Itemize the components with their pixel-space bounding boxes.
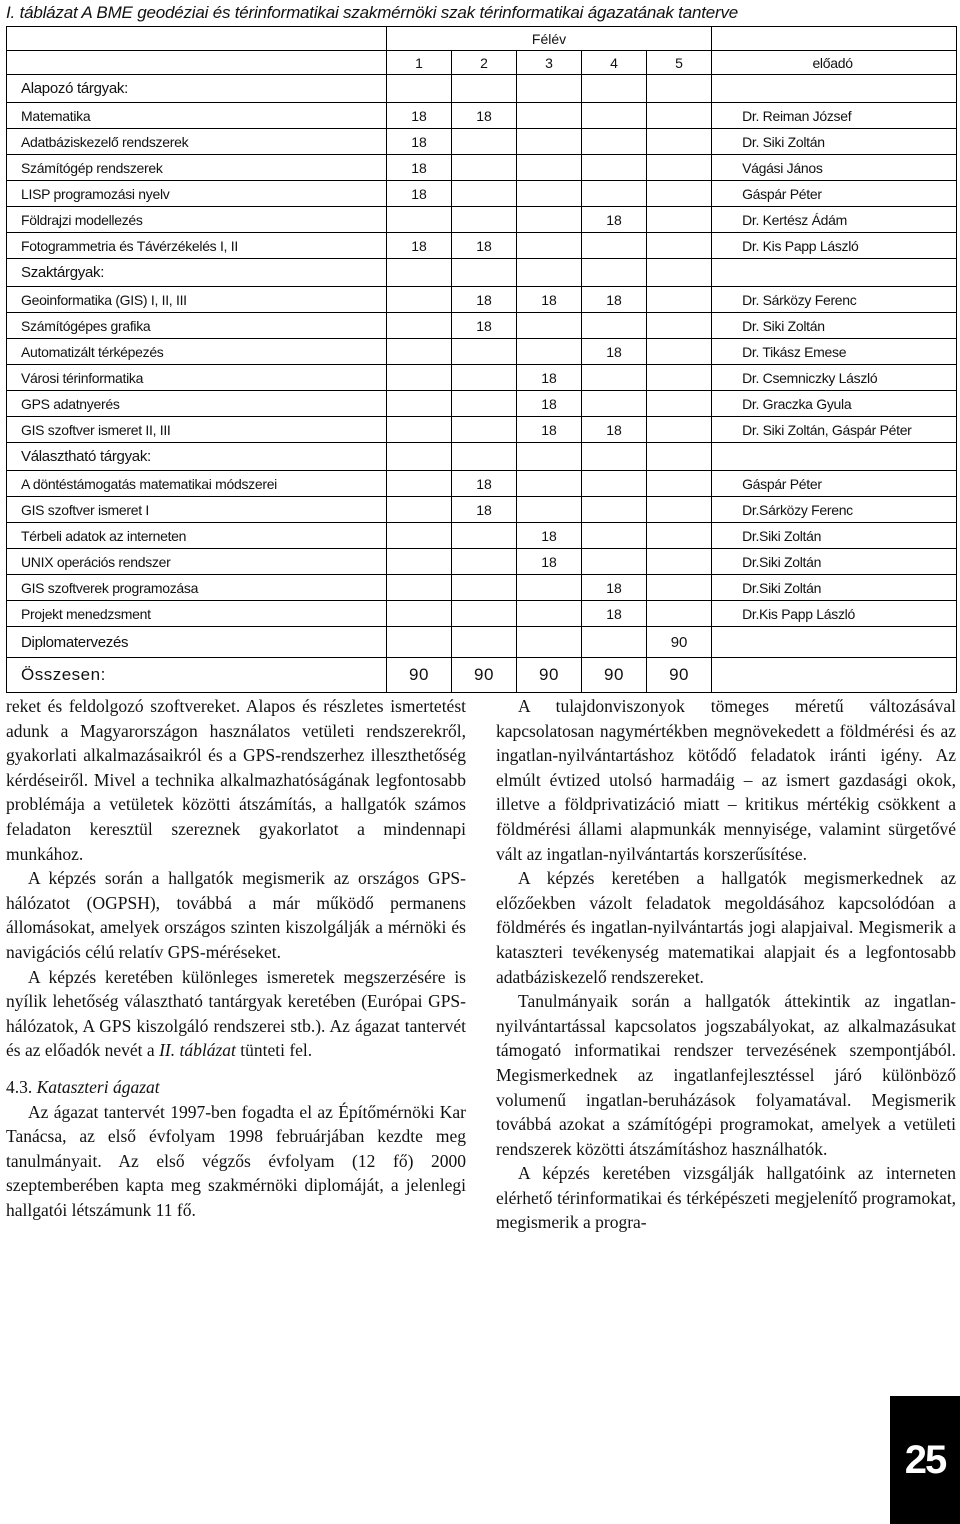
lecturer-cell: Dr. Siki Zoltán	[712, 313, 957, 339]
table-row	[7, 103, 957, 129]
hours-cell	[517, 129, 582, 155]
left-text-column	[6, 694, 466, 1222]
hours-cell	[517, 601, 582, 627]
subject-cell: Számítógépes grafika	[7, 313, 387, 339]
lecturer-cell	[712, 658, 957, 693]
lecturer-cell: Dr. Sárközy Ferenc	[712, 287, 957, 313]
hours-cell	[387, 313, 452, 339]
hours-cell	[517, 339, 582, 365]
subject-cell: Projekt menedzsment	[7, 601, 387, 627]
lecturer-cell: Dr. Csemniczky László	[712, 365, 957, 391]
hours-cell	[387, 443, 452, 471]
paragraph: reket és feldolgozó szoftvereket. Alapos és részletes ismertetést adunk a Magyarországon használatos vetületi rendszerekről, gyakorlati alkalmazásaikról és a GPS-rendszerhez illeszthetőség kérdéseiről. Mivel a technika alkalmazhatóságának legfontosabb problémája a vetületek közötti átszámítás, a hallgatók számos feladaton keresztül szereznek gyakorlatot a mindennapi munkához.	[6, 696, 466, 864]
hours-cell	[647, 575, 712, 601]
table-row	[7, 313, 957, 339]
lecturer-cell	[712, 259, 957, 287]
lecturer-cell: Gáspár Péter	[712, 471, 957, 497]
hours-cell	[647, 549, 712, 575]
hours-cell	[452, 575, 517, 601]
hours-cell	[582, 523, 647, 549]
subject-cell: LISP programozási nyelv	[7, 181, 387, 207]
table-header-row	[7, 27, 957, 51]
table-row	[7, 75, 957, 103]
lecturer-cell: Dr.Kis Papp László	[712, 601, 957, 627]
table-caption: I. táblázat A BME geodéziai és térinformatikai szakmérnöki szak térinformatikai ágazatának tanterve	[6, 3, 739, 22]
hours-cell	[387, 417, 452, 443]
table-row	[7, 129, 957, 155]
table-row	[7, 627, 957, 658]
hours-cell	[582, 103, 647, 129]
lecturer-cell	[712, 627, 957, 658]
paragraph-text: A képzés keretében különleges ismeretek megszerzésére is nyílik lehetőség választható tantárgyak keretében (Európai GPS-hálózatok, A GPS kiszolgáló rendszerei stb.). Az ágazat tantervét és az előadók nevét a	[6, 966, 466, 1061]
hours-cell	[582, 181, 647, 207]
lecturer-cell: Vágási János	[712, 155, 957, 181]
hours-cell: 18	[452, 233, 517, 259]
hours-cell	[582, 155, 647, 181]
table-row	[7, 549, 957, 575]
semester-number: 4	[582, 51, 647, 75]
table-row	[7, 287, 957, 313]
hours-cell	[517, 627, 582, 658]
hours-cell	[517, 233, 582, 259]
lecturer-cell: Dr.Siki Zoltán	[712, 549, 957, 575]
table-row	[7, 233, 957, 259]
hours-cell: 18	[452, 313, 517, 339]
hours-cell	[387, 259, 452, 287]
table-row	[7, 575, 957, 601]
hours-cell	[647, 181, 712, 207]
paragraph: A tulajdonviszonyok tömeges méretű változásával kapcsolatosan nagymértékben megnövekedett a földmérési és az ingatlan-nyilvántartáshoz kötődő feladatok iránti igény. Az elmúlt évtized utolsó harmadáig – az ismert gazdasági okok, illetve a földprivatizáció miatt – kritikus mértékig csökkent a földmérési állami alapmunkák mennyisége, valamint sürgetővé vált az ingatlan-nyilvántartás korszerűsítése.	[496, 696, 956, 864]
subject-cell: Automatizált térképezés	[7, 339, 387, 365]
section-number: 4.3.	[6, 1076, 33, 1097]
subject-cell: Összesen:	[7, 658, 387, 693]
table-row	[7, 207, 957, 233]
hours-cell	[387, 575, 452, 601]
hours-cell	[582, 365, 647, 391]
hours-cell: 18	[387, 155, 452, 181]
lecturer-cell	[712, 75, 957, 103]
lecturer-cell: Dr. Reiman József	[712, 103, 957, 129]
lecturer-cell: Dr. Siki Zoltán	[712, 129, 957, 155]
hours-cell	[582, 549, 647, 575]
table-row	[7, 391, 957, 417]
lecturer-cell: Dr.Siki Zoltán	[712, 575, 957, 601]
table-row	[7, 443, 957, 471]
hours-cell	[452, 365, 517, 391]
hours-cell: 18	[582, 339, 647, 365]
lecturer-cell: Dr.Sárközy Ferenc	[712, 497, 957, 523]
section-heading	[6, 1075, 466, 1100]
hours-cell: 18	[582, 601, 647, 627]
hours-cell: 90	[647, 658, 712, 693]
subject-cell: Diplomatervezés	[7, 627, 387, 658]
hours-cell	[387, 471, 452, 497]
hours-cell	[647, 287, 712, 313]
lecturer-cell: Dr.Siki Zoltán	[712, 523, 957, 549]
table-row	[7, 155, 957, 181]
paragraph: A képzés során a hallgatók megismerik az országos GPS-hálózatot (OGPSH), továbbá a már működő permanens állomásokat, amelyek országos szinten kiszolgálják a mérnöki és navigációs célú relatív GPS-méréseket.	[6, 868, 466, 962]
hours-cell: 18	[582, 287, 647, 313]
curriculum-table-body	[7, 27, 957, 693]
section-label: Szaktárgyak:	[7, 259, 387, 287]
hours-cell	[647, 259, 712, 287]
hours-cell	[452, 391, 517, 417]
semester-number: 1	[387, 51, 452, 75]
hours-cell	[452, 155, 517, 181]
hours-cell	[582, 391, 647, 417]
hours-cell: 90	[387, 658, 452, 693]
table-header-blank	[712, 27, 957, 51]
hours-cell	[517, 75, 582, 103]
hours-cell	[452, 129, 517, 155]
table-reference: II. táblázat	[159, 1040, 236, 1061]
hours-cell	[387, 287, 452, 313]
hours-cell: 18	[517, 417, 582, 443]
table-row	[7, 601, 957, 627]
paragraph: A képzés keretében vizsgálják hallgatóink az interneten elérhető térinformatikai és térképészeti megjelenítő programokat, megismerik a progra-	[496, 1163, 956, 1233]
hours-cell	[647, 313, 712, 339]
hours-cell: 18	[452, 287, 517, 313]
hours-cell	[387, 75, 452, 103]
hours-cell: 18	[582, 417, 647, 443]
semester-number: 5	[647, 51, 712, 75]
hours-cell	[452, 601, 517, 627]
page-number: 25	[890, 1396, 960, 1524]
hours-cell: 18	[452, 497, 517, 523]
semester-header: Félév	[387, 27, 712, 51]
semester-number-row	[7, 51, 957, 75]
hours-cell: 90	[452, 658, 517, 693]
hours-cell	[582, 471, 647, 497]
subject-cell: UNIX operációs rendszer	[7, 549, 387, 575]
hours-cell	[647, 523, 712, 549]
subject-cell: GPS adatnyerés	[7, 391, 387, 417]
paragraph-text: tünteti fel.	[240, 1040, 313, 1061]
hours-cell	[582, 497, 647, 523]
hours-cell	[517, 259, 582, 287]
right-text-column	[496, 694, 956, 1235]
hours-cell	[387, 627, 452, 658]
hours-cell	[517, 443, 582, 471]
table-row	[7, 417, 957, 443]
hours-cell: 90	[647, 627, 712, 658]
hours-cell	[647, 103, 712, 129]
table-row	[7, 471, 957, 497]
lecturer-cell: Dr. Graczka Gyula	[712, 391, 957, 417]
hours-cell	[582, 313, 647, 339]
hours-cell	[517, 575, 582, 601]
hours-cell	[387, 365, 452, 391]
lecturer-cell	[712, 443, 957, 471]
lecturer-cell: Dr. Siki Zoltán, Gáspár Péter	[712, 417, 957, 443]
hours-cell	[452, 443, 517, 471]
hours-cell: 18	[517, 365, 582, 391]
hours-cell: 18	[517, 549, 582, 575]
hours-cell: 90	[517, 658, 582, 693]
hours-cell	[647, 443, 712, 471]
table-row	[7, 658, 957, 693]
hours-cell: 18	[517, 523, 582, 549]
subject-cell: Földrajzi modellezés	[7, 207, 387, 233]
subject-cell: Adatbáziskezelő rendszerek	[7, 129, 387, 155]
paragraph: A képzés keretében a hallgatók megismerkednek az előzőekben vázolt feladatok megoldásához kapcsolódóan a földmérés és ingatlan-nyilvántartás jogi alapjaival. Megismerik a kataszteri tevékenység matematikai alapjait és a legfontosabb adatbáziskezelő rendszereket.	[496, 868, 956, 987]
hours-cell	[452, 549, 517, 575]
hours-cell: 18	[517, 287, 582, 313]
lecturer-cell: Dr. Kis Papp László	[712, 233, 957, 259]
subject-cell: Városi térinformatika	[7, 365, 387, 391]
hours-cell	[517, 103, 582, 129]
hours-cell	[452, 207, 517, 233]
hours-cell	[452, 417, 517, 443]
hours-cell	[387, 207, 452, 233]
paragraph	[6, 965, 466, 1063]
hours-cell: 18	[387, 129, 452, 155]
hours-cell	[647, 339, 712, 365]
subject-cell: Geoinformatika (GIS) I, II, III	[7, 287, 387, 313]
hours-cell	[647, 417, 712, 443]
semester-number: 2	[452, 51, 517, 75]
section-label: Választható tárgyak:	[7, 443, 387, 471]
table-row	[7, 339, 957, 365]
table-header-blank	[7, 51, 387, 75]
subject-cell: GIS szoftver ismeret I	[7, 497, 387, 523]
subject-cell: GIS szoftver ismeret II, III	[7, 417, 387, 443]
hours-cell: 18	[452, 103, 517, 129]
hours-cell	[517, 181, 582, 207]
hours-cell	[517, 497, 582, 523]
hours-cell: 18	[387, 233, 452, 259]
hours-cell	[387, 497, 452, 523]
hours-cell	[647, 155, 712, 181]
lecturer-cell: Dr. Tikász Emese	[712, 339, 957, 365]
hours-cell	[517, 313, 582, 339]
hours-cell: 18	[452, 471, 517, 497]
hours-cell	[387, 601, 452, 627]
hours-cell: 18	[387, 103, 452, 129]
hours-cell	[647, 601, 712, 627]
subject-cell: A döntéstámogatás matematikai módszerei	[7, 471, 387, 497]
hours-cell	[452, 259, 517, 287]
hours-cell	[647, 471, 712, 497]
hours-cell	[647, 365, 712, 391]
section-title: Kataszteri ágazat	[36, 1076, 160, 1097]
lecturer-cell: Dr. Kertész Ádám	[712, 207, 957, 233]
subject-cell: Fotogrammetria és Távérzékelés I, II	[7, 233, 387, 259]
subject-cell: Matematika	[7, 103, 387, 129]
paragraph: Az ágazat tantervét 1997-ben fogadta el az Építőmérnöki Kar Tanácsa, az első évfolyam 1998 februárjában kezdte meg tanulmányait. Az első végzős évfolyam (12 fő) 2000 szeptemberében kapta meg szakmérnöki diplomáját, a jelenlegi hallgatói létszámunk 11 fő.	[6, 1101, 466, 1220]
hours-cell	[452, 75, 517, 103]
hours-cell	[517, 207, 582, 233]
hours-cell	[582, 259, 647, 287]
hours-cell	[517, 471, 582, 497]
hours-cell	[387, 391, 452, 417]
hours-cell	[387, 549, 452, 575]
subject-cell: GIS szoftverek programozása	[7, 575, 387, 601]
hours-cell: 18	[387, 181, 452, 207]
curriculum-table	[6, 26, 957, 693]
hours-cell	[582, 75, 647, 103]
hours-cell	[387, 523, 452, 549]
lecturer-cell: Gáspár Péter	[712, 181, 957, 207]
hours-cell: 90	[582, 658, 647, 693]
hours-cell	[582, 129, 647, 155]
hours-cell: 18	[517, 391, 582, 417]
table-row	[7, 181, 957, 207]
table-row	[7, 523, 957, 549]
table-header-blank	[7, 27, 387, 51]
hours-cell	[647, 129, 712, 155]
hours-cell	[647, 207, 712, 233]
subject-cell: Térbeli adatok az interneten	[7, 523, 387, 549]
hours-cell: 18	[582, 575, 647, 601]
hours-cell	[517, 155, 582, 181]
hours-cell	[452, 523, 517, 549]
subject-cell: Számítógép rendszerek	[7, 155, 387, 181]
hours-cell	[647, 75, 712, 103]
hours-cell	[647, 391, 712, 417]
hours-cell: 18	[582, 207, 647, 233]
paragraph: Tanulmányaik során a hallgatók áttekintik az ingatlan-nyilvántartással kapcsolatos jogszabályokat, az alkalmazásukat támogató informatikai rendszer tervezésének szempontjából. Megismerkednek az ingatlanfejlesztéssel járó különböző volumenű ingatlan-beruházások folyamatával. Megismerik továbbá azokat a számítógépi programokat, amelyek a vetületi rendszerek közötti átszámításhoz használhatók.	[496, 991, 956, 1159]
hours-cell	[582, 443, 647, 471]
hours-cell	[452, 339, 517, 365]
hours-cell	[647, 497, 712, 523]
table-row	[7, 365, 957, 391]
hours-cell	[387, 339, 452, 365]
lecturer-header: előadó	[712, 51, 957, 75]
hours-cell	[647, 233, 712, 259]
semester-number: 3	[517, 51, 582, 75]
table-row	[7, 497, 957, 523]
section-label: Alapozó tárgyak:	[7, 75, 387, 103]
hours-cell	[582, 233, 647, 259]
table-row	[7, 259, 957, 287]
hours-cell	[582, 627, 647, 658]
hours-cell	[452, 627, 517, 658]
hours-cell	[452, 181, 517, 207]
